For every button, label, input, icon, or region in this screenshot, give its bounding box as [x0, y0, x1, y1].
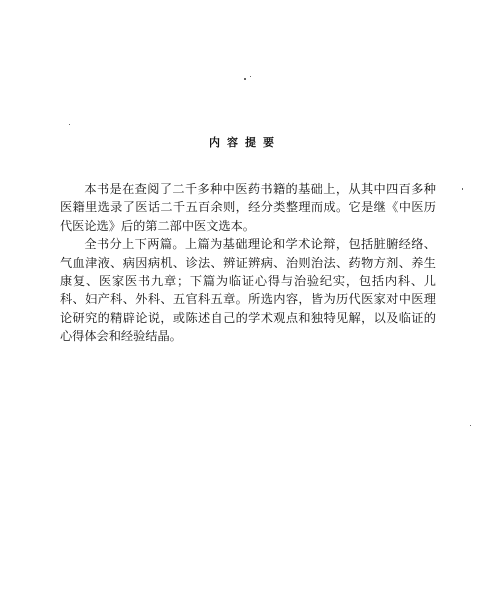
scan-speck: [462, 188, 463, 190]
scan-speck: [244, 78, 246, 80]
document-body: [60, 180, 436, 346]
paragraph-contents: 全书分上下两篇。上篇为基础理论和学术论辩，包括脏腑经络、气血津液、病因病机、诊法、辨证辨病、治则治法、药物方剂、养生康复、医家医书九章；下篇为临证心得与治验纪实，包括内科、儿科、妇产科、外科、五官科五章。所选内容，皆为历代医家对中医理论研究的精辟论说，或陈述自己的学术观点和独特见解，以及临证的心得体会和经验结晶。: [60, 237, 436, 344]
scan-speck: [250, 76, 251, 77]
scan-speck: [470, 425, 471, 426]
scan-speck: [69, 124, 70, 125]
document-title: 内容提要: [209, 136, 281, 149]
paragraph-intro: 本书是在查阅了二千多种中医药书籍的基础上，从其中四百多种医籍里选录了医话二千五百余则，经分类整理而成。它是继《中医历代医论选》后的第二部中医文选本。: [60, 182, 436, 233]
